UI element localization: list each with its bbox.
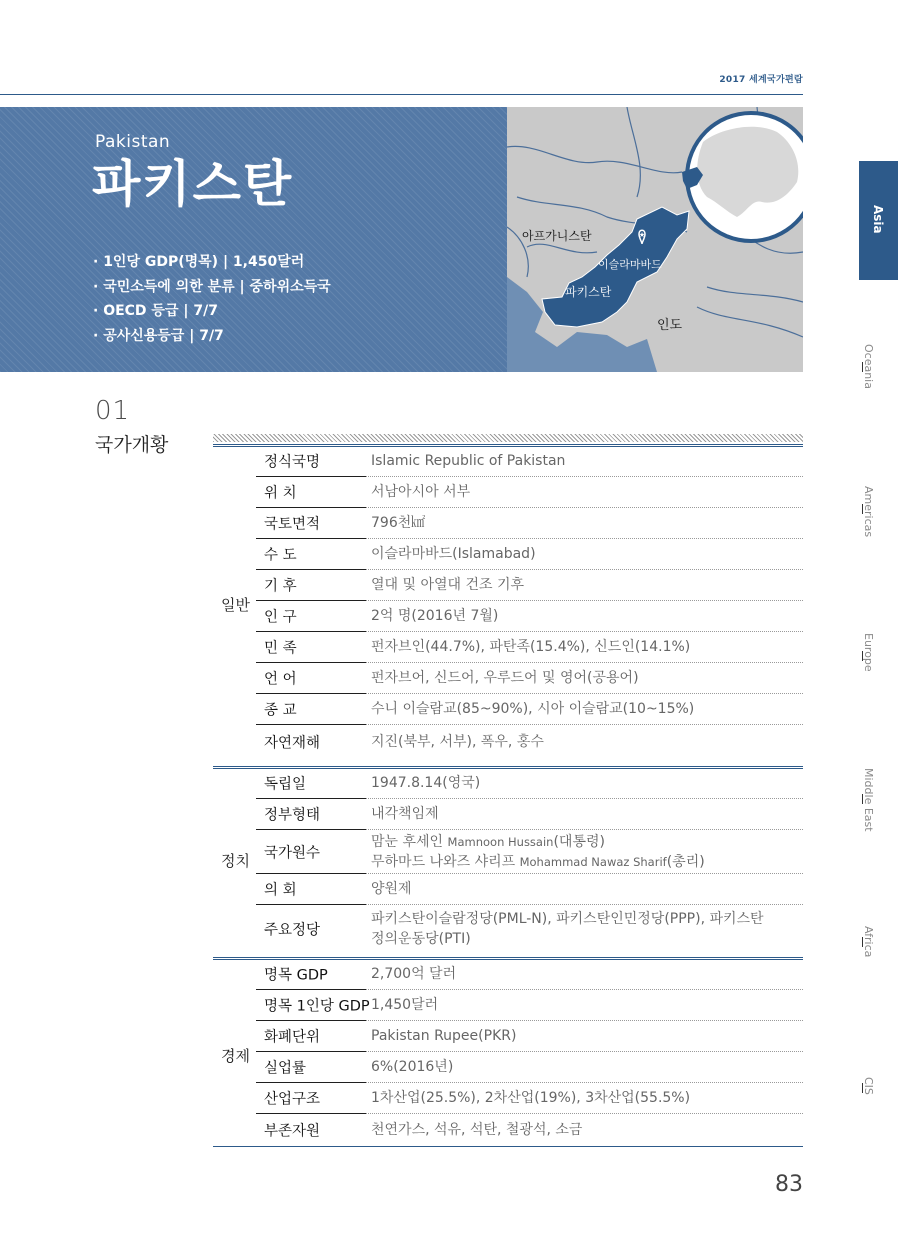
table-row [256, 905, 803, 952]
table-bottom-rule [213, 1146, 803, 1147]
side-tab-oceania[interactable]: Oceania [862, 344, 875, 389]
table-row [256, 1021, 803, 1052]
fact-credit-grade: · 공사신용등급 | 7/7 [93, 327, 224, 344]
row-label: 종 교 [264, 702, 297, 719]
table-row [256, 1114, 803, 1146]
map-label-islamabad: 이슬라마바드 [598, 258, 662, 271]
row-value [371, 909, 764, 949]
head-of-state-role: (대통령) [553, 833, 605, 850]
table-row [256, 694, 803, 725]
row-value: 1,450달러 [371, 997, 439, 1013]
page-number: 83 [775, 1172, 803, 1197]
row-value: 수니 이슬람교(85~90%), 시아 이슬람교(10~15%) [371, 701, 695, 717]
table-row [256, 799, 803, 830]
row-label: 명목 GDP [264, 967, 328, 984]
side-tab-cis[interactable]: CIS [862, 1077, 875, 1095]
row-label: 독립일 [264, 776, 307, 793]
table-row [256, 663, 803, 694]
row-label: 실업률 [264, 1060, 307, 1077]
row-value: 내각책임제 [371, 806, 439, 822]
section-number: 01 [95, 396, 131, 426]
row-value: Islamic Republic of Pakistan [371, 453, 566, 469]
row-label: 명목 1인당 GDP [264, 998, 370, 1015]
row-value: 천연가스, 석유, 석탄, 철광석, 소금 [371, 1122, 583, 1138]
table-row [256, 570, 803, 601]
row-label: 민 족 [264, 640, 297, 657]
table-row [256, 508, 803, 539]
table-group-general [213, 444, 803, 759]
table-row [256, 1052, 803, 1083]
table-group-economy [213, 957, 803, 1146]
row-value: 6%(2016년) [371, 1059, 454, 1075]
row-label: 국가원수 [264, 845, 321, 861]
row-value: Pakistan Rupee(PKR) [371, 1028, 517, 1044]
row-label: 의 회 [264, 882, 297, 899]
table-row [256, 830, 803, 874]
table-row [256, 725, 803, 758]
head-of-state-en: Mamnoon Hussain [447, 834, 554, 849]
row-label: 화폐단위 [264, 1029, 321, 1046]
row-label: 정부형태 [264, 807, 321, 824]
side-tab-middle-east[interactable]: Middle East [862, 768, 875, 832]
table-row [256, 959, 803, 990]
section-title: 국가개황 [95, 434, 169, 456]
map-label-india: 인도 [657, 318, 683, 333]
table-row [256, 632, 803, 663]
parties-line-1: 파키스탄이슬람정당(PML-N), 파키스탄인민정당(PPP), 파키스탄 [371, 910, 764, 927]
side-tab-africa[interactable]: Africa [862, 926, 875, 958]
fact-gdp-per-capita: · 1인당 GDP(명목) | 1,450달러 [93, 254, 305, 270]
row-value [371, 832, 705, 872]
table-row [256, 601, 803, 632]
side-tab-americas[interactable]: Americas [862, 486, 875, 538]
row-label: 부존자원 [264, 1123, 321, 1140]
row-label: 위 치 [264, 485, 297, 502]
category-general: 일반 [221, 596, 250, 614]
row-value: 이슬라마바드(Islamabad) [371, 546, 536, 562]
fact-income-class: · 국민소득에 의한 분류 | 중하위소득국 [93, 278, 331, 295]
row-label: 기 후 [264, 578, 297, 595]
row-value: 펀자브어, 신드어, 우루드어 및 영어(공용어) [371, 670, 639, 686]
row-value: 1차산업(25.5%), 2차산업(19%), 3차산업(55.5%) [371, 1090, 691, 1106]
parties-line-2: 정의운동당(PTI) [371, 930, 471, 947]
category-economy: 경제 [221, 1047, 250, 1065]
table-row [256, 768, 803, 799]
country-name-en: Pakistan [95, 132, 171, 152]
header-rule [0, 94, 803, 95]
row-label: 수 도 [264, 547, 297, 564]
prime-minister-ko: 무하마드 나와즈 샤리프 [371, 853, 516, 870]
key-facts [93, 250, 331, 348]
row-label: 국토면적 [264, 516, 321, 533]
document-header: 2017 세계국가편람 [719, 75, 803, 85]
head-of-state-ko: 맘눈 후세인 [371, 833, 444, 850]
table-row [256, 990, 803, 1021]
row-value: 양원제 [371, 881, 412, 897]
country-name-ko: 파키스탄 [92, 155, 294, 213]
fact-oecd-grade: · OECD 등급 | 7/7 [93, 303, 218, 319]
row-label: 자연재해 [264, 735, 321, 751]
row-value: 2억 명(2016년 7월) [371, 608, 499, 624]
section-hatch-divider [213, 434, 803, 442]
svg-text:★: ★ [638, 231, 646, 239]
row-label: 정식국명 [264, 454, 321, 471]
row-value: 펀자브인(44.7%), 파탄족(15.4%), 신드인(14.1%) [371, 639, 691, 655]
prime-minister-role: (총리) [666, 853, 705, 870]
table-row [256, 1083, 803, 1114]
side-tab-europe[interactable]: Europe [862, 633, 875, 672]
row-label: 산업구조 [264, 1091, 321, 1108]
row-value: 열대 및 아열대 건조 기후 [371, 577, 525, 593]
table-row [256, 539, 803, 570]
row-value: 2,700억 달러 [371, 966, 457, 982]
row-value: 서남아시아 서부 [371, 484, 471, 500]
map-label-pakistan: 파키스탄 [565, 285, 612, 299]
table-row [256, 446, 803, 477]
row-value: 796천㎢ [371, 515, 426, 531]
map-label-afghanistan: 아프가니스탄 [522, 229, 592, 243]
map-svg [507, 107, 803, 372]
side-tab-asia-label: Asia [871, 205, 885, 234]
location-map [507, 107, 803, 372]
table-group-politics [213, 766, 803, 954]
side-tab-asia[interactable] [859, 161, 898, 280]
row-value: 지진(북부, 서부), 폭우, 홍수 [371, 733, 544, 750]
row-label: 주요정당 [264, 922, 321, 938]
table-row [256, 874, 803, 905]
row-label: 언 어 [264, 671, 297, 688]
prime-minister-en: Mohammad Nawaz Sharif [519, 854, 667, 869]
row-label: 인 구 [264, 609, 297, 626]
table-row [256, 477, 803, 508]
row-value: 1947.8.14(영국) [371, 775, 481, 791]
category-politics: 정치 [221, 852, 250, 870]
